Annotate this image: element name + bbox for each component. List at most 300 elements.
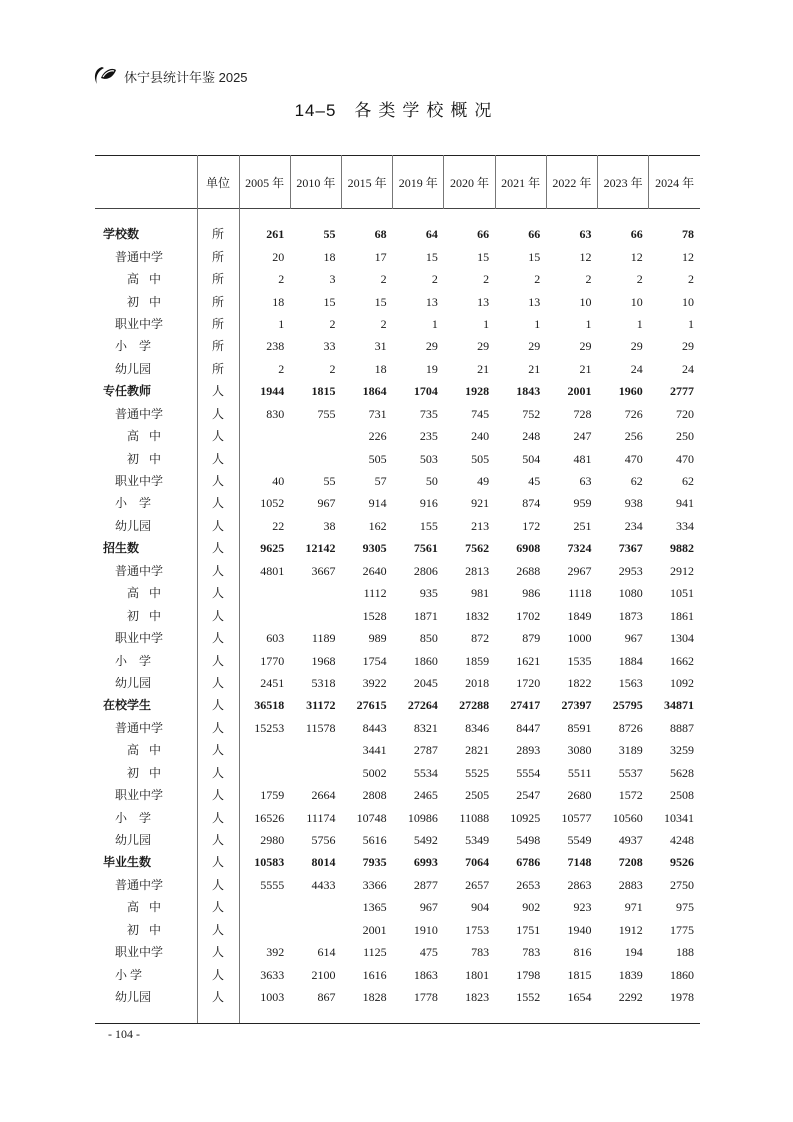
row-unit: 人 [197, 806, 239, 828]
value-cell: 879 [522, 631, 541, 646]
row-unit: 人 [197, 425, 239, 447]
value-cell: 15 [425, 249, 438, 264]
table-section-row [95, 851, 700, 873]
running-header [92, 64, 248, 88]
value-cell: 2813 [465, 563, 490, 578]
value-cell: 50 [425, 474, 438, 489]
value-cell: 5511 [567, 765, 592, 780]
value-cell: 22 [272, 518, 285, 533]
value-cell: 15 [477, 249, 490, 264]
table-row [95, 335, 700, 357]
value-cell: 31 [374, 339, 387, 354]
value-cell [239, 582, 290, 604]
value-cell: 261 [266, 227, 285, 242]
value-cell: 162 [368, 518, 387, 533]
value-cell: 1 [585, 316, 592, 331]
row-unit: 人 [197, 492, 239, 514]
value-cell: 2750 [670, 877, 694, 892]
value-cell: 62 [630, 474, 643, 489]
row-unit: 人 [197, 784, 239, 806]
value-cell: 603 [266, 631, 285, 646]
value-cell: 55 [323, 227, 336, 242]
table-row [95, 986, 700, 1008]
table-row [95, 313, 700, 335]
row-label: 毕业生数 [103, 855, 152, 870]
value-cell: 8887 [670, 720, 694, 735]
value-cell: 981 [471, 586, 490, 601]
value-cell: 1754 [362, 653, 387, 668]
value-cell: 2 [483, 272, 490, 287]
value-cell: 1118 [568, 586, 592, 601]
spacer-cell [393, 209, 444, 224]
value-cell: 12 [630, 249, 643, 264]
value-cell: 921 [471, 496, 490, 511]
value-cell: 470 [676, 451, 694, 466]
value-cell: 9526 [670, 855, 694, 870]
value-cell: 36518 [254, 698, 285, 713]
value-cell: 55 [323, 474, 336, 489]
row-unit: 人 [197, 649, 239, 671]
value-cell: 8321 [413, 720, 438, 735]
row-label: 普通中学 [115, 406, 164, 421]
value-cell: 1003 [260, 990, 285, 1005]
value-cell: 2863 [567, 877, 592, 892]
row-label: 高中 [127, 429, 172, 444]
table-row [95, 739, 700, 761]
table-name: 各类学校概况 [354, 101, 499, 120]
row-unit: 人 [197, 694, 239, 716]
value-cell: 720 [676, 406, 694, 421]
value-cell: 8726 [618, 720, 643, 735]
value-cell: 2967 [567, 563, 592, 578]
value-cell: 8447 [516, 720, 541, 735]
value-cell: 64 [425, 227, 438, 242]
value-cell: 188 [676, 945, 694, 960]
row-label: 普通中学 [115, 720, 164, 735]
header-year: 2020 年 [444, 156, 495, 209]
value-cell: 1535 [567, 653, 592, 668]
row-label: 职业中学 [115, 788, 164, 803]
value-cell: 1751 [516, 922, 541, 937]
value-cell: 1770 [260, 653, 285, 668]
row-unit: 人 [197, 963, 239, 985]
row-unit: 人 [197, 851, 239, 873]
value-cell: 392 [266, 945, 285, 960]
value-cell: 967 [624, 631, 643, 646]
value-cell: 783 [471, 945, 490, 960]
spacer-cell [95, 1008, 197, 1024]
value-cell [290, 582, 341, 604]
header-unit: 单位 [197, 156, 239, 209]
value-cell: 27615 [356, 698, 387, 713]
value-cell: 8443 [362, 720, 387, 735]
table-section-row [95, 380, 700, 402]
value-cell: 1928 [465, 384, 490, 399]
table-row [95, 268, 700, 290]
value-cell: 40 [272, 474, 285, 489]
header-year: 2015 年 [341, 156, 392, 209]
value-cell: 1365 [362, 900, 387, 915]
value-cell: 6908 [516, 541, 541, 556]
value-cell: 9882 [670, 541, 694, 556]
table-spacer [95, 1008, 700, 1024]
spacer-cell [649, 209, 700, 224]
value-cell: 1861 [670, 608, 694, 623]
value-cell: 7367 [618, 541, 643, 556]
value-cell: 1112 [363, 586, 387, 601]
spacer-cell [290, 1008, 341, 1024]
row-unit: 人 [197, 403, 239, 425]
spacer-cell [444, 1008, 495, 1024]
row-label: 职业中学 [115, 474, 164, 489]
value-cell: 5616 [362, 833, 387, 848]
row-label: 初中 [127, 765, 172, 780]
value-cell: 5498 [516, 833, 541, 848]
value-cell: 731 [368, 406, 387, 421]
value-cell: 66 [630, 227, 643, 242]
value-cell: 989 [368, 631, 387, 646]
value-cell: 7208 [618, 855, 643, 870]
value-cell: 8014 [311, 855, 336, 870]
table-row [95, 582, 700, 604]
spacer-cell [444, 209, 495, 224]
value-cell: 2877 [413, 877, 438, 892]
table-row [95, 627, 700, 649]
value-cell: 10 [682, 294, 694, 309]
value-cell: 1051 [670, 586, 694, 601]
value-cell: 3633 [260, 967, 285, 982]
value-cell [239, 739, 290, 761]
value-cell: 916 [419, 496, 438, 511]
value-cell: 505 [471, 451, 490, 466]
value-cell: 3080 [567, 743, 592, 758]
table-row [95, 963, 700, 985]
header-year: 2024 年 [649, 156, 700, 209]
value-cell: 27264 [407, 698, 438, 713]
value-cell: 10748 [356, 810, 387, 825]
value-cell: 15253 [254, 720, 285, 735]
value-cell: 1828 [362, 990, 387, 1005]
table-header-row [95, 156, 700, 209]
value-cell: 967 [317, 496, 336, 511]
spacer-cell [197, 209, 239, 224]
value-cell: 1759 [260, 788, 285, 803]
value-cell: 935 [419, 586, 438, 601]
value-cell: 938 [624, 496, 643, 511]
row-label: 初中 [127, 608, 172, 623]
value-cell: 2 [278, 272, 285, 287]
value-cell: 1080 [618, 586, 643, 601]
value-cell: 2045 [413, 675, 438, 690]
value-cell: 1978 [670, 990, 694, 1005]
value-cell: 1702 [516, 608, 541, 623]
value-cell: 6993 [413, 855, 438, 870]
value-cell: 1 [636, 316, 643, 331]
table-spacer [95, 209, 700, 224]
value-cell: 8591 [567, 720, 592, 735]
table-row [95, 762, 700, 784]
spacer-cell [239, 1008, 290, 1024]
value-cell: 1832 [465, 608, 490, 623]
value-cell [290, 447, 341, 469]
value-cell: 1871 [413, 608, 438, 623]
value-cell: 2508 [670, 788, 694, 803]
value-cell: 24 [630, 361, 643, 376]
value-cell: 15 [528, 249, 541, 264]
header-year: 2005 年 [239, 156, 290, 209]
row-unit: 人 [197, 604, 239, 626]
value-cell: 7935 [362, 855, 387, 870]
value-cell: 1798 [516, 967, 541, 982]
value-cell: 816 [573, 945, 592, 960]
value-cell: 251 [573, 518, 592, 533]
row-label: 幼儿园 [115, 990, 152, 1005]
table-row [95, 672, 700, 694]
value-cell: 49 [477, 474, 490, 489]
value-cell: 250 [676, 429, 694, 444]
value-cell: 505 [368, 451, 387, 466]
value-cell: 63 [579, 474, 592, 489]
value-cell: 2893 [516, 743, 541, 758]
value-cell: 1304 [670, 631, 694, 646]
table-row [95, 806, 700, 828]
value-cell: 247 [573, 429, 592, 444]
book-title: 休宁县统计年鉴 2025 [124, 69, 248, 85]
value-cell: 1052 [260, 496, 285, 511]
value-cell: 2664 [311, 788, 336, 803]
value-cell: 234 [624, 518, 643, 533]
value-cell: 2806 [413, 563, 438, 578]
table-row [95, 829, 700, 851]
value-cell: 66 [528, 227, 541, 242]
value-cell: 475 [419, 945, 438, 960]
row-label: 幼儿园 [115, 518, 152, 533]
value-cell: 1815 [311, 384, 336, 399]
table-row [95, 784, 700, 806]
value-cell: 3 [329, 272, 336, 287]
value-cell: 1092 [670, 675, 694, 690]
row-unit: 人 [197, 560, 239, 582]
table-row [95, 447, 700, 469]
row-label: 初中 [127, 451, 172, 466]
value-cell [239, 919, 290, 941]
row-unit: 人 [197, 896, 239, 918]
value-cell: 3441 [362, 743, 387, 758]
table-row [95, 515, 700, 537]
row-unit: 人 [197, 515, 239, 537]
value-cell: 2 [380, 272, 387, 287]
table-title [0, 96, 793, 121]
value-cell: 1621 [516, 653, 541, 668]
value-cell: 1960 [618, 384, 643, 399]
row-label: 幼儿园 [115, 675, 152, 690]
value-cell: 78 [682, 227, 694, 242]
value-cell: 783 [522, 945, 541, 960]
value-cell: 2 [278, 361, 285, 376]
value-cell: 10986 [407, 810, 438, 825]
header-year: 2021 年 [495, 156, 546, 209]
value-cell: 4433 [311, 877, 336, 892]
value-cell [239, 762, 290, 784]
spacer-cell [546, 1008, 597, 1024]
value-cell: 959 [573, 496, 592, 511]
value-cell: 2653 [516, 877, 541, 892]
value-cell: 755 [317, 406, 336, 421]
row-unit: 人 [197, 739, 239, 761]
value-cell: 256 [624, 429, 643, 444]
value-cell: 1775 [670, 922, 694, 937]
value-cell: 2547 [516, 788, 541, 803]
value-cell: 1860 [413, 653, 438, 668]
value-cell: 850 [419, 631, 438, 646]
table-row [95, 717, 700, 739]
value-cell: 2883 [618, 877, 643, 892]
value-cell: 1778 [413, 990, 438, 1005]
value-cell: 728 [573, 406, 592, 421]
table-section-row [95, 694, 700, 716]
value-cell: 1944 [260, 384, 285, 399]
row-unit: 人 [197, 537, 239, 559]
value-cell: 2 [329, 361, 336, 376]
value-cell: 2953 [618, 563, 643, 578]
value-cell: 1815 [567, 967, 592, 982]
value-cell: 2 [636, 272, 643, 287]
value-cell: 1189 [311, 631, 336, 646]
row-label: 招生数 [103, 541, 140, 556]
value-cell: 1968 [311, 653, 336, 668]
table-section-row [95, 223, 700, 245]
value-cell: 11174 [306, 810, 336, 825]
row-label: 小 学 [115, 810, 152, 825]
value-cell: 4248 [670, 833, 694, 848]
value-cell: 1704 [413, 384, 438, 399]
spacer-cell [546, 209, 597, 224]
value-cell [239, 425, 290, 447]
table-row [95, 874, 700, 896]
value-cell: 6786 [516, 855, 541, 870]
value-cell: 1863 [413, 967, 438, 982]
value-cell: 967 [419, 900, 438, 915]
value-cell: 1662 [670, 653, 694, 668]
row-unit: 人 [197, 986, 239, 1008]
value-cell: 62 [682, 474, 694, 489]
value-cell: 2465 [413, 788, 438, 803]
value-cell: 4937 [618, 833, 643, 848]
value-cell: 155 [419, 518, 438, 533]
value-cell: 20 [272, 249, 285, 264]
value-cell: 1873 [618, 608, 643, 623]
value-cell: 614 [317, 945, 336, 960]
table-row [95, 492, 700, 514]
value-cell: 2657 [465, 877, 490, 892]
value-cell [290, 919, 341, 941]
value-cell: 2640 [362, 563, 387, 578]
row-label: 初中 [127, 294, 172, 309]
value-cell: 27397 [561, 698, 592, 713]
value-cell: 1839 [618, 967, 643, 982]
value-cell: 1552 [516, 990, 541, 1005]
value-cell: 2821 [465, 743, 490, 758]
value-cell: 503 [419, 451, 438, 466]
value-cell: 1940 [567, 922, 592, 937]
schools-overview-table [95, 155, 700, 1024]
value-cell: 745 [471, 406, 490, 421]
value-cell: 1 [534, 316, 541, 331]
value-cell: 29 [425, 339, 438, 354]
value-cell: 3189 [618, 743, 643, 758]
spacer-cell [597, 209, 648, 224]
value-cell: 1 [278, 316, 285, 331]
value-cell: 7561 [413, 541, 438, 556]
value-cell: 29 [579, 339, 592, 354]
table-row [95, 358, 700, 380]
value-cell: 1860 [670, 967, 694, 982]
value-cell: 29 [630, 339, 643, 354]
value-cell [239, 604, 290, 626]
row-unit: 所 [197, 245, 239, 267]
row-unit: 人 [197, 447, 239, 469]
value-cell: 5525 [465, 765, 490, 780]
value-cell: 10 [579, 294, 592, 309]
value-cell: 33 [323, 339, 336, 354]
value-cell: 752 [522, 406, 541, 421]
yearbook-logo-icon [92, 64, 118, 88]
value-cell: 2505 [465, 788, 490, 803]
value-cell: 971 [624, 900, 643, 915]
row-unit: 人 [197, 672, 239, 694]
table-row [95, 560, 700, 582]
value-cell: 10577 [561, 810, 592, 825]
row-label: 职业中学 [115, 631, 164, 646]
value-cell: 5756 [311, 833, 336, 848]
value-cell: 1910 [413, 922, 438, 937]
spacer-cell [341, 1008, 392, 1024]
value-cell: 2680 [567, 788, 592, 803]
row-unit: 人 [197, 717, 239, 739]
value-cell: 1 [688, 316, 694, 331]
row-label: 高中 [127, 586, 172, 601]
value-cell: 15 [323, 294, 336, 309]
row-label: 在校学生 [103, 698, 152, 713]
value-cell: 830 [266, 406, 285, 421]
spacer-cell [597, 1008, 648, 1024]
value-cell: 29 [528, 339, 541, 354]
value-cell: 235 [419, 429, 438, 444]
value-cell: 1616 [362, 967, 387, 982]
table-row [95, 896, 700, 918]
value-cell: 24 [682, 361, 694, 376]
value-cell: 1125 [363, 945, 387, 960]
row-unit: 人 [197, 919, 239, 941]
value-cell: 2777 [670, 384, 694, 399]
value-cell: 7562 [465, 541, 490, 556]
value-cell: 2292 [618, 990, 643, 1005]
value-cell: 2451 [260, 675, 285, 690]
value-cell: 15 [374, 294, 387, 309]
value-cell: 1000 [567, 631, 592, 646]
row-unit: 人 [197, 829, 239, 851]
spacer-cell [95, 209, 197, 224]
value-cell: 17 [374, 249, 387, 264]
spacer-cell [239, 209, 290, 224]
spacer-cell [197, 1008, 239, 1024]
value-cell: 7064 [465, 855, 490, 870]
spacer-cell [495, 1008, 546, 1024]
row-unit: 所 [197, 268, 239, 290]
row-label: 幼儿园 [115, 833, 152, 848]
value-cell: 194 [624, 945, 643, 960]
row-label: 初中 [127, 922, 172, 937]
